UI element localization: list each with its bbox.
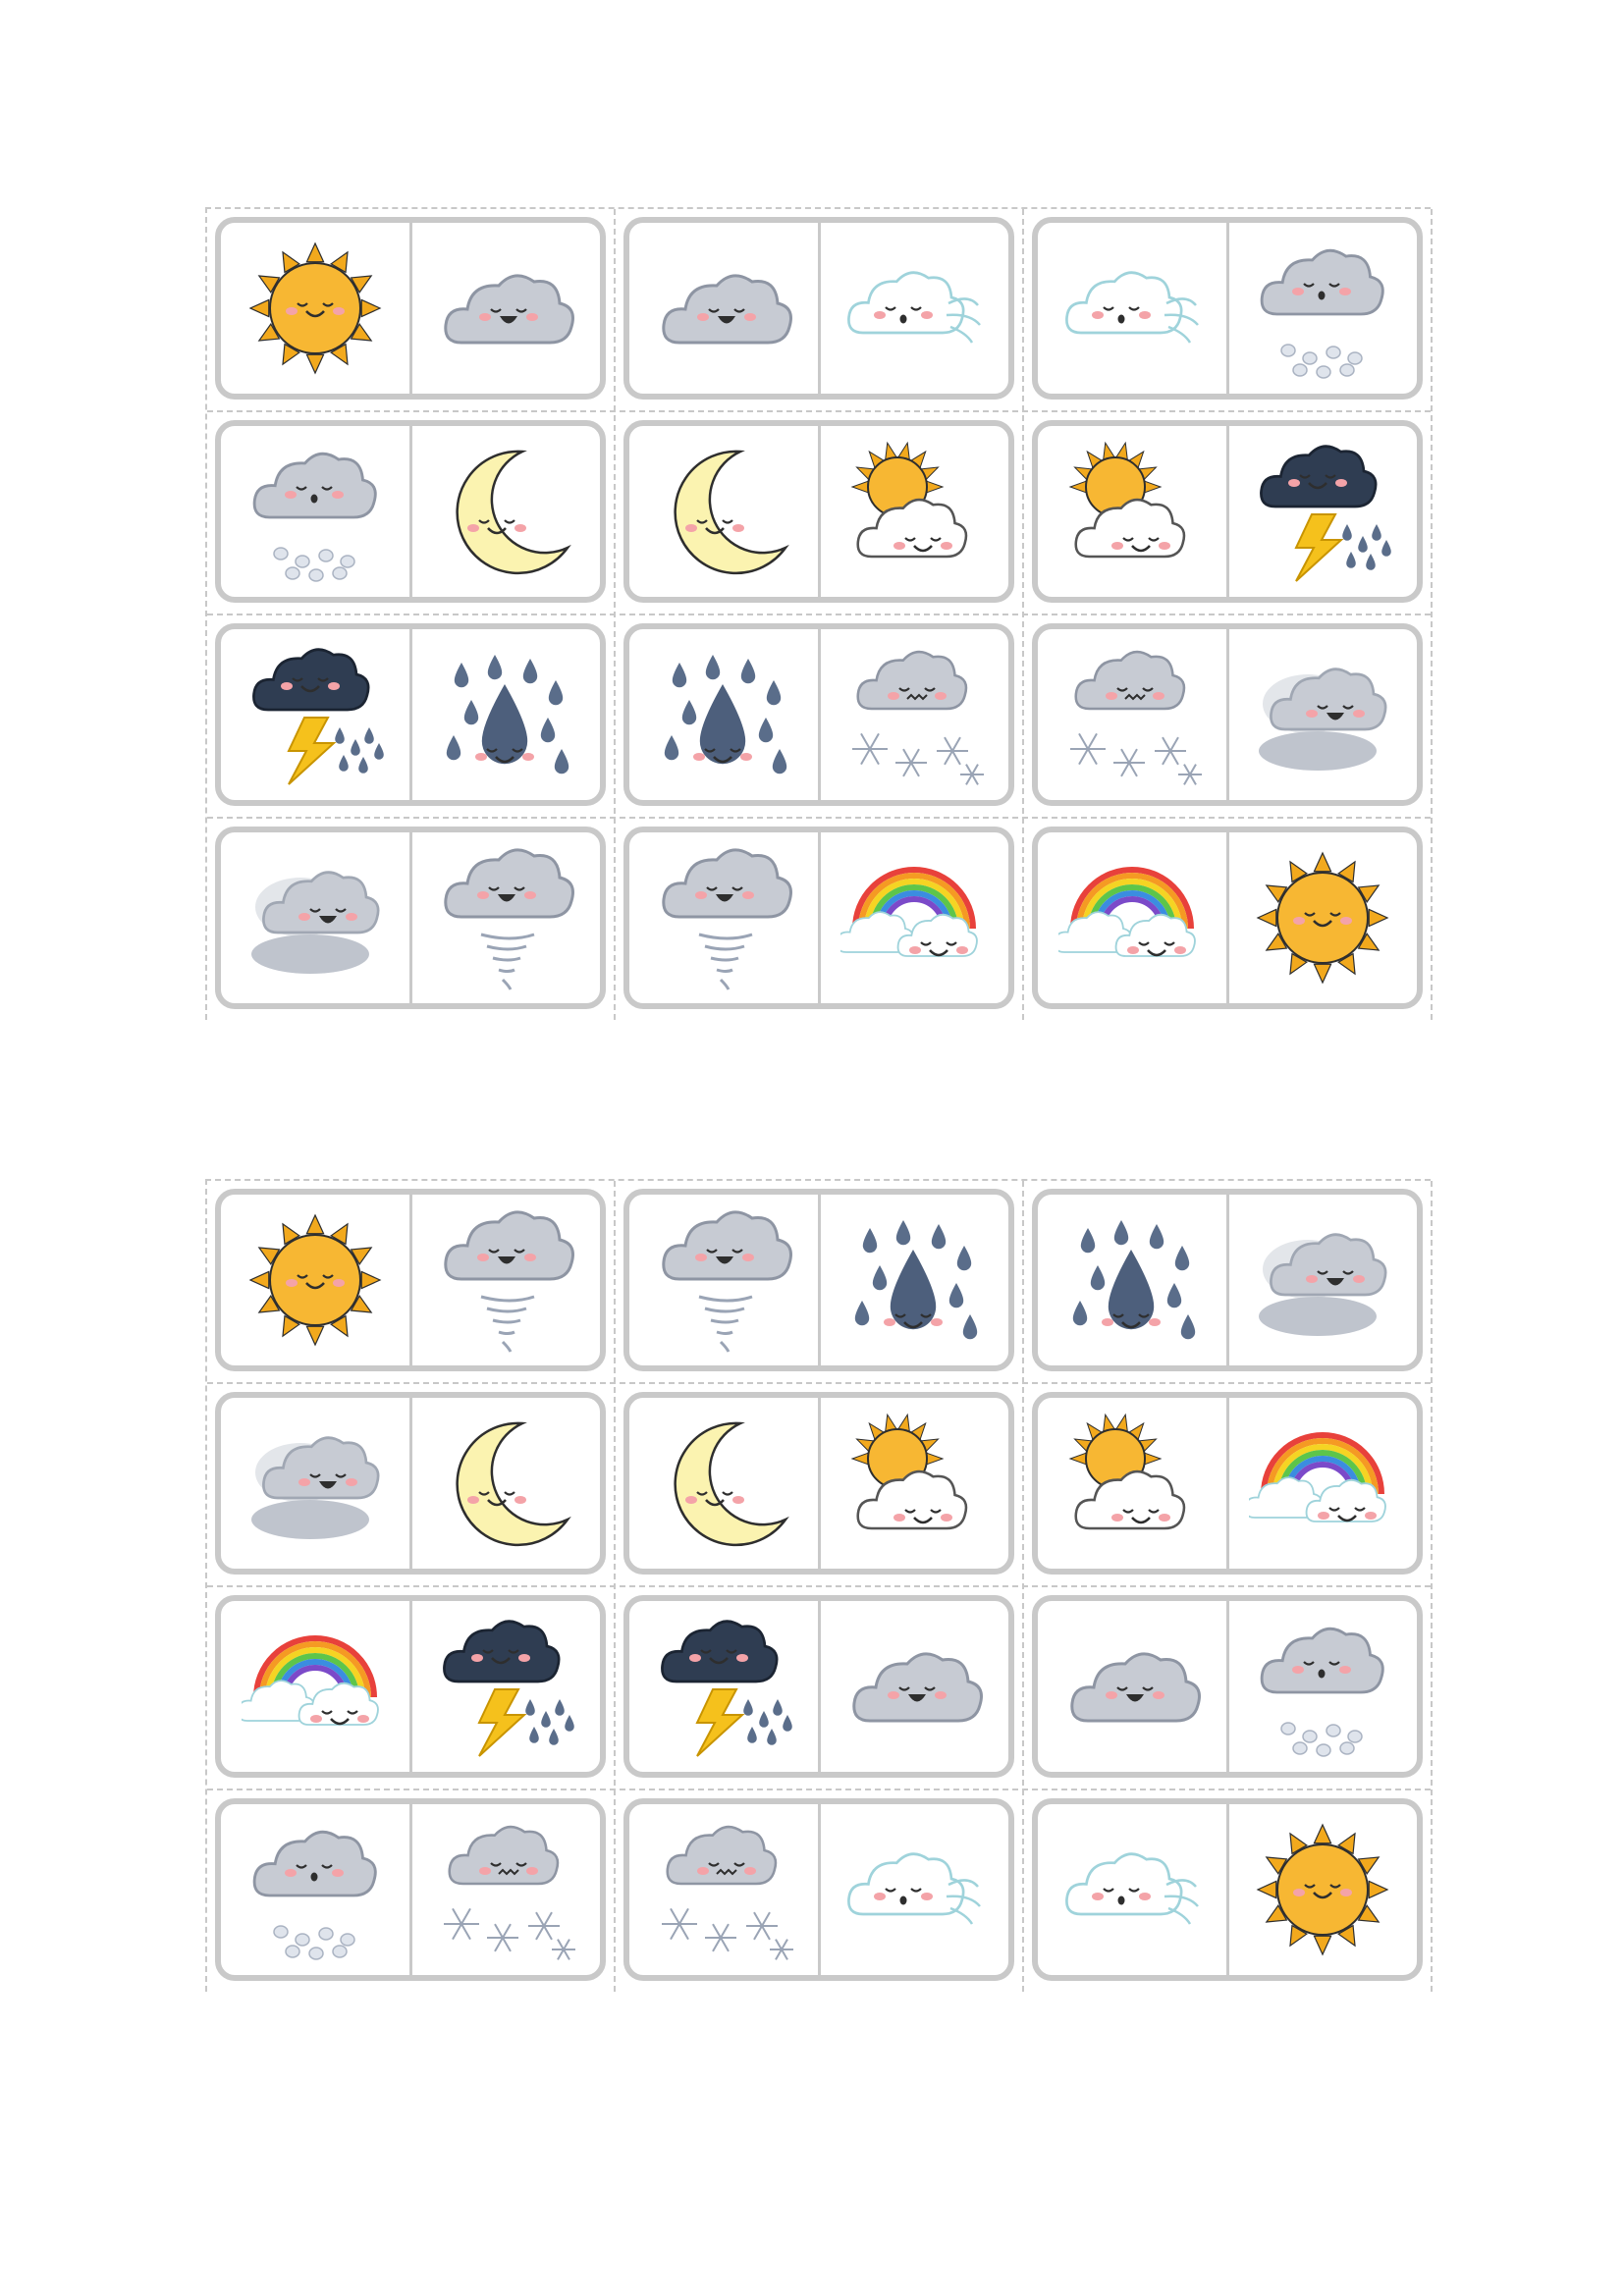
cut-line	[207, 1382, 1431, 1384]
domino-half	[221, 832, 409, 1003]
domino-half	[1226, 832, 1418, 1003]
thunderstorm-icon	[432, 1613, 579, 1760]
snow-icon	[432, 1816, 579, 1963]
domino-card[interactable]	[623, 1798, 1014, 1981]
sun-icon	[242, 235, 389, 382]
domino-card[interactable]	[623, 420, 1014, 603]
snow-icon	[1058, 641, 1206, 788]
domino-half	[818, 1601, 1009, 1772]
domino-card[interactable]	[215, 1189, 606, 1371]
cut-line	[207, 1789, 1431, 1790]
snow-icon	[840, 641, 988, 788]
domino-card[interactable]	[215, 827, 606, 1009]
moon-icon	[650, 1410, 797, 1557]
domino-card[interactable]	[623, 623, 1014, 806]
rain-icon	[650, 641, 797, 788]
domino-half	[409, 223, 601, 394]
domino-half	[818, 832, 1009, 1003]
domino-card[interactable]	[1032, 420, 1423, 603]
hail-icon	[242, 1816, 389, 1963]
domino-half	[221, 1601, 409, 1772]
sun-icon	[1249, 844, 1396, 991]
domino-card[interactable]	[623, 217, 1014, 400]
cloud-icon	[840, 1613, 988, 1760]
rain-icon	[840, 1206, 988, 1354]
thunderstorm-icon	[650, 1613, 797, 1760]
rain-icon	[432, 641, 579, 788]
domino-half	[1226, 223, 1418, 394]
thunderstorm-icon	[242, 641, 389, 788]
domino-half	[1226, 1195, 1418, 1365]
hail-icon	[1249, 235, 1396, 382]
domino-half	[818, 426, 1009, 597]
tornado-icon	[650, 1206, 797, 1354]
domino-half	[221, 629, 409, 800]
domino-card[interactable]	[215, 1798, 606, 1981]
domino-card[interactable]	[1032, 1392, 1423, 1575]
domino-card[interactable]	[1032, 1798, 1423, 1981]
domino-sheet-top	[205, 207, 1431, 1020]
domino-half	[629, 832, 818, 1003]
domino-card[interactable]	[623, 1189, 1014, 1371]
domino-card[interactable]	[215, 217, 606, 400]
domino-half	[1038, 1804, 1226, 1975]
domino-card[interactable]	[623, 1595, 1014, 1778]
domino-half	[409, 1601, 601, 1772]
domino-half	[409, 629, 601, 800]
domino-half	[629, 1601, 818, 1772]
domino-card[interactable]	[623, 827, 1014, 1009]
domino-half	[1038, 832, 1226, 1003]
cut-line	[207, 410, 1431, 412]
cut-line	[207, 1585, 1431, 1587]
domino-half	[221, 223, 409, 394]
cut-line	[1431, 209, 1433, 1020]
cut-line	[1431, 1181, 1433, 1992]
rainbow-icon	[840, 844, 988, 991]
sun-behind-cloud-icon	[1058, 438, 1206, 585]
domino-half	[1226, 426, 1418, 597]
domino-half	[629, 426, 818, 597]
domino-card[interactable]	[1032, 827, 1423, 1009]
domino-half	[1038, 426, 1226, 597]
domino-half	[221, 1804, 409, 1975]
domino-card[interactable]	[1032, 217, 1423, 400]
tornado-icon	[650, 844, 797, 991]
domino-half	[221, 1195, 409, 1365]
hail-icon	[242, 438, 389, 585]
domino-half	[818, 629, 1009, 800]
domino-half	[409, 1195, 601, 1365]
domino-half	[629, 629, 818, 800]
domino-half	[818, 1398, 1009, 1569]
domino-half	[221, 1398, 409, 1569]
domino-half	[629, 1195, 818, 1365]
domino-half	[409, 1804, 601, 1975]
domino-half	[818, 223, 1009, 394]
moon-icon	[432, 1410, 579, 1557]
moon-icon	[650, 438, 797, 585]
cloud-icon	[1058, 1613, 1206, 1760]
domino-half	[1038, 1195, 1226, 1365]
domino-half	[1226, 1804, 1418, 1975]
wind-icon	[1058, 235, 1206, 382]
domino-card[interactable]	[623, 1392, 1014, 1575]
wind-icon	[1058, 1816, 1206, 1963]
domino-half	[818, 1804, 1009, 1975]
domino-half	[1038, 1601, 1226, 1772]
domino-half	[629, 1804, 818, 1975]
domino-half	[629, 223, 818, 394]
domino-half	[1226, 629, 1418, 800]
thunderstorm-icon	[1249, 438, 1396, 585]
sun-icon	[1249, 1816, 1396, 1963]
tornado-icon	[432, 844, 579, 991]
domino-half	[409, 832, 601, 1003]
domino-card[interactable]	[215, 420, 606, 603]
rainbow-icon	[242, 1613, 389, 1760]
domino-card[interactable]	[215, 1392, 606, 1575]
domino-half	[1038, 629, 1226, 800]
domino-half	[1226, 1398, 1418, 1569]
rainbow-icon	[1058, 844, 1206, 991]
sun-icon	[242, 1206, 389, 1354]
fog-icon	[1249, 1206, 1396, 1354]
domino-half	[409, 426, 601, 597]
domino-sheet-bottom	[205, 1179, 1431, 1992]
fog-icon	[1249, 641, 1396, 788]
domino-card[interactable]	[1032, 623, 1423, 806]
fog-icon	[242, 844, 389, 991]
wind-icon	[840, 1816, 988, 1963]
domino-card[interactable]	[1032, 1189, 1423, 1371]
moon-icon	[432, 438, 579, 585]
domino-card[interactable]	[215, 623, 606, 806]
sun-behind-cloud-icon	[840, 438, 988, 585]
cut-line	[207, 614, 1431, 615]
domino-half	[221, 426, 409, 597]
rainbow-icon	[1249, 1410, 1396, 1557]
domino-card[interactable]	[1032, 1595, 1423, 1778]
hail-icon	[1249, 1613, 1396, 1760]
snow-icon	[650, 1816, 797, 1963]
wind-icon	[840, 235, 988, 382]
domino-half	[1226, 1601, 1418, 1772]
domino-half	[409, 1398, 601, 1569]
cloud-icon	[432, 235, 579, 382]
sun-behind-cloud-icon	[840, 1410, 988, 1557]
tornado-icon	[432, 1206, 579, 1354]
domino-half	[818, 1195, 1009, 1365]
cut-line	[207, 817, 1431, 819]
domino-half	[629, 1398, 818, 1569]
domino-card[interactable]	[215, 1595, 606, 1778]
sun-behind-cloud-icon	[1058, 1410, 1206, 1557]
domino-half	[1038, 223, 1226, 394]
domino-half	[1038, 1398, 1226, 1569]
cloud-icon	[650, 235, 797, 382]
fog-icon	[242, 1410, 389, 1557]
rain-icon	[1058, 1206, 1206, 1354]
